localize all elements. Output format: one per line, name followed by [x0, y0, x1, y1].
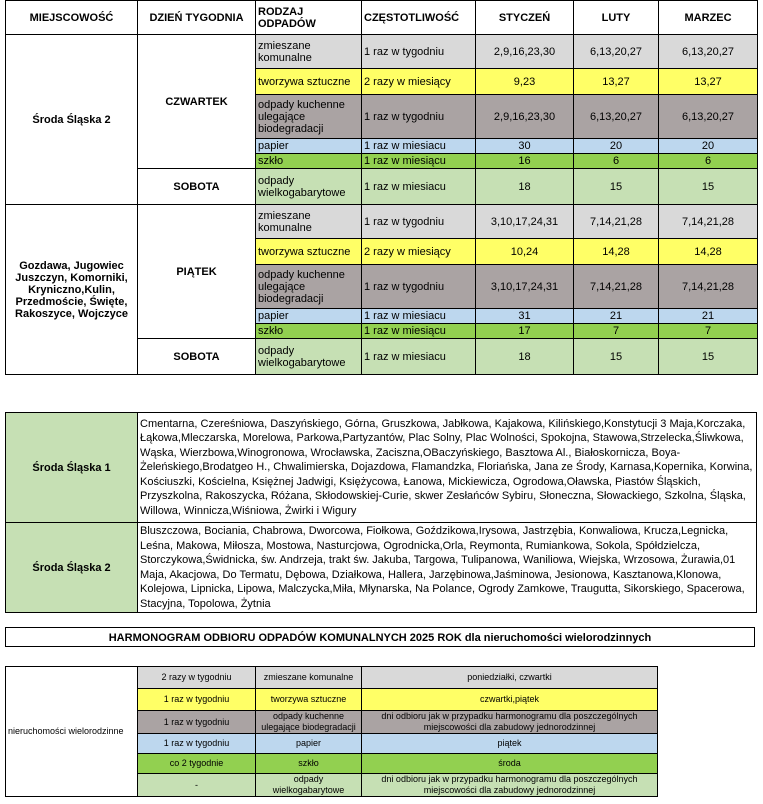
frequency-cell: 2 razy w miesiący	[362, 239, 476, 265]
frequency-cell: 2 razy w miesiący	[362, 69, 476, 95]
location-cell: Środa Śląska 2	[6, 35, 138, 205]
waste-type-cell: papier	[256, 139, 362, 154]
streets-row	[6, 523, 757, 613]
header-row	[6, 1, 758, 35]
waste-type-cell: szkło	[256, 324, 362, 339]
march-dates-cell: 6,13,20,27	[659, 35, 758, 69]
january-dates-cell: 2,9,16,23,30	[476, 95, 574, 139]
col-header-march: MARZEC	[659, 1, 758, 35]
frequency-cell: 1 raz w tygodniu	[138, 711, 256, 734]
waste-type-cell: szkło	[256, 154, 362, 169]
frequency-cell: 1 raz w miesiacu	[362, 169, 476, 205]
march-dates-cell: 7,14,21,28	[659, 265, 758, 309]
march-dates-cell: 21	[659, 309, 758, 324]
waste-type-cell: odpady wielkogabarytowe	[256, 339, 362, 375]
february-dates-cell: 20	[574, 139, 659, 154]
pickup-days-cell: dni odbioru jak w przypadku harmonogramu dla poszczególnych miejscowości dla zabudowy jednorodzinnej	[362, 774, 658, 797]
location-cell: Gozdawa, Jugowiec Juszczyn, Komorniki, Kryniczno,Kulin, Przedmoście, Święte, Rakoszyce, Wojczyce	[6, 205, 138, 375]
january-dates-cell: 18	[476, 169, 574, 205]
february-dates-cell: 6,13,20,27	[574, 35, 659, 69]
frequency-cell: 1 raz w tygodniu	[362, 35, 476, 69]
january-dates-cell: 16	[476, 154, 574, 169]
frequency-cell: 1 raz w miesiącu	[362, 154, 476, 169]
col-header-february: LUTY	[574, 1, 659, 35]
waste-type-cell: odpady kuchenne ulegające biodegradacji	[256, 711, 362, 734]
waste-type-cell: odpady wielkogabarytowe	[256, 774, 362, 797]
pickup-days-cell: środa	[362, 754, 658, 774]
frequency-cell: 1 raz w miesiacu	[362, 339, 476, 375]
schedule-row	[6, 205, 758, 239]
february-dates-cell: 7,14,21,28	[574, 205, 659, 239]
col-header-waste-type: RODZAJ ODPADÓW	[256, 1, 362, 35]
march-dates-cell: 13,27	[659, 69, 758, 95]
march-dates-cell: 20	[659, 139, 758, 154]
col-header-january: STYCZEŃ	[476, 1, 574, 35]
day-cell: SOBOTA	[138, 169, 256, 205]
frequency-cell: co 2 tygodnie	[138, 754, 256, 774]
february-dates-cell: 14,28	[574, 239, 659, 265]
waste-type-cell: tworzywa sztuczne	[256, 239, 362, 265]
multifamily-label: nieruchomości wielorodzinne	[6, 667, 138, 797]
col-header-day: DZIEŃ TYGODNIA	[138, 1, 256, 35]
day-cell: PIĄTEK	[138, 205, 256, 339]
pickup-days-cell: dni odbioru jak w przypadku harmonogramu dla poszczególnych miejscowości dla zabudowy jednorodzinnej	[362, 711, 658, 734]
march-dates-cell: 6	[659, 154, 758, 169]
day-cell: CZWARTEK	[138, 35, 256, 169]
january-dates-cell: 10,24	[476, 239, 574, 265]
waste-type-cell: odpady kuchenne ulegające biodegradacji	[256, 265, 362, 309]
streets-list: Bluszczowa, Bociania, Chabrowa, Dworcowa, Fiołkowa, Goździkowa,Irysowa, Jastrzębia, Konwaliowa, Krucza,Legnicka, Leśna, Makowa, Miłosza, Mostowa, Nasturcjowa, Ogrodnicka,Orla, Reymonta, Rumiankowa, Sokola, Spółdzielcza, Storczykowa,Świdnicka, św. Andrzeja, trakt św. Jakuba, Targowa, Tulipanowa, Waniliowa, Wiejska, Wrzosowa, Żurawia,01 Maja, Akacjowa, Do Termatu, Dębowa, Działkowa, Hallera, Jarzębinowa,Jaśminowa, Jesionowa, Kasztanowa,Klonowa, Kolejowa, Lipnicka, Lipowa, Malczycka,Miła, Młynarska, Na Polance, Ogrody Zamkowe, Traugutta, Sikorskiego, Spacerowa, Stacyjna, Topolowa, Żytnia	[138, 523, 757, 613]
february-dates-cell: 15	[574, 339, 659, 375]
march-dates-cell: 15	[659, 339, 758, 375]
january-dates-cell: 31	[476, 309, 574, 324]
waste-type-cell: odpady kuchenne ulegające biodegradacji	[256, 95, 362, 139]
frequency-cell: 1 raz w miesiacu	[362, 139, 476, 154]
multifamily-row	[6, 667, 658, 689]
january-dates-cell: 2,9,16,23,30	[476, 35, 574, 69]
frequency-cell: 1 raz w tygodniu	[138, 689, 256, 711]
waste-type-cell: zmieszane komunalne	[256, 205, 362, 239]
waste-type-cell: odpady wielkogabarytowe	[256, 169, 362, 205]
february-dates-cell: 7	[574, 324, 659, 339]
february-dates-cell: 13,27	[574, 69, 659, 95]
streets-location: Środa Śląska 2	[6, 523, 138, 613]
waste-type-cell: papier	[256, 734, 362, 754]
streets-location: Środa Śląska 1	[6, 413, 138, 523]
waste-type-cell: szkło	[256, 754, 362, 774]
march-dates-cell: 6,13,20,27	[659, 95, 758, 139]
january-dates-cell: 3,10,17,24,31	[476, 265, 574, 309]
frequency-cell: 1 raz w miesiacu	[362, 309, 476, 324]
waste-type-cell: zmieszane komunalne	[256, 35, 362, 69]
streets-row	[6, 413, 757, 523]
waste-type-cell: papier	[256, 309, 362, 324]
frequency-cell: -	[138, 774, 256, 797]
february-dates-cell: 6	[574, 154, 659, 169]
pickup-days-cell: poniedziałki, czwartki	[362, 667, 658, 689]
january-dates-cell: 18	[476, 339, 574, 375]
march-dates-cell: 15	[659, 169, 758, 205]
frequency-cell: 1 raz w tygodniu	[362, 205, 476, 239]
waste-type-cell: tworzywa sztuczne	[256, 689, 362, 711]
streets-table	[5, 412, 757, 613]
march-dates-cell: 7,14,21,28	[659, 205, 758, 239]
march-dates-cell: 14,28	[659, 239, 758, 265]
multifamily-table	[5, 666, 658, 797]
frequency-cell: 2 razy w tygodniu	[138, 667, 256, 689]
frequency-cell: 1 raz w tygodniu	[362, 265, 476, 309]
waste-type-cell: tworzywa sztuczne	[256, 69, 362, 95]
schedule-row	[6, 35, 758, 69]
col-header-location: MIEJSCOWOŚĆ	[6, 1, 138, 35]
march-dates-cell: 7	[659, 324, 758, 339]
pickup-days-cell: czwartki,piątek	[362, 689, 658, 711]
january-dates-cell: 9,23	[476, 69, 574, 95]
february-dates-cell: 6,13,20,27	[574, 95, 659, 139]
january-dates-cell: 3,10,17,24,31	[476, 205, 574, 239]
schedule-table	[5, 0, 758, 375]
frequency-cell: 1 raz w tygodniu	[138, 734, 256, 754]
day-cell: SOBOTA	[138, 339, 256, 375]
harmonogram-title: HARMONOGRAM ODBIORU ODPADÓW KOMUNALNYCH 2025 ROK dla nieruchomości wielorodzinnych	[5, 627, 755, 647]
january-dates-cell: 30	[476, 139, 574, 154]
pickup-days-cell: piątek	[362, 734, 658, 754]
february-dates-cell: 21	[574, 309, 659, 324]
february-dates-cell: 15	[574, 169, 659, 205]
streets-list: Cmentarna, Czereśniowa, Daszyńskiego, Górna, Gruszkowa, Jabłkowa, Kajakowa, Kilińskiego,Konstytucji 3 Maja,Korczaka, Łąkowa,Mleczarska, Morelowa, Parkowa,Partyzantów, Plac Solny, Plac Wolności, Spokojna, Stawowa,Strzelecka,Śliwkowa, Wąska, Wierzbowa,Winogronowa, Wrocławska, Zaciszna,OBaczyńskiego, Basztowa Al., Białoskornicza, Boya-Żeleńskiego,Brodatgeo H., Chwalimierska, Dojazdowa, Flamandzka, Floriańska, Jana ze Środy, Karnasa,Kopernika, Korwina, Kościuszki, Kościelna, Księżnej Jadwigi, Księżycowa, Łanowa, Mickiewicza, Ogrodowa,Oławska, Piastów Śląskich, Przyszkolna, Rakoszycka, Różana, Skłodowskiej-Curie, skwer Zesłańców Sybiru, Słoneczna, Słowackiego, Szkolna, Śląska, Willowa, Winnicza,Wiśniowa, Żwirki i Wigury	[138, 413, 757, 523]
january-dates-cell: 17	[476, 324, 574, 339]
waste-type-cell: zmieszane komunalne	[256, 667, 362, 689]
frequency-cell: 1 raz w tygodniu	[362, 95, 476, 139]
col-header-frequency: CZĘSTOTLIWOŚĆ	[362, 1, 476, 35]
february-dates-cell: 7,14,21,28	[574, 265, 659, 309]
frequency-cell: 1 raz w miesiącu	[362, 324, 476, 339]
